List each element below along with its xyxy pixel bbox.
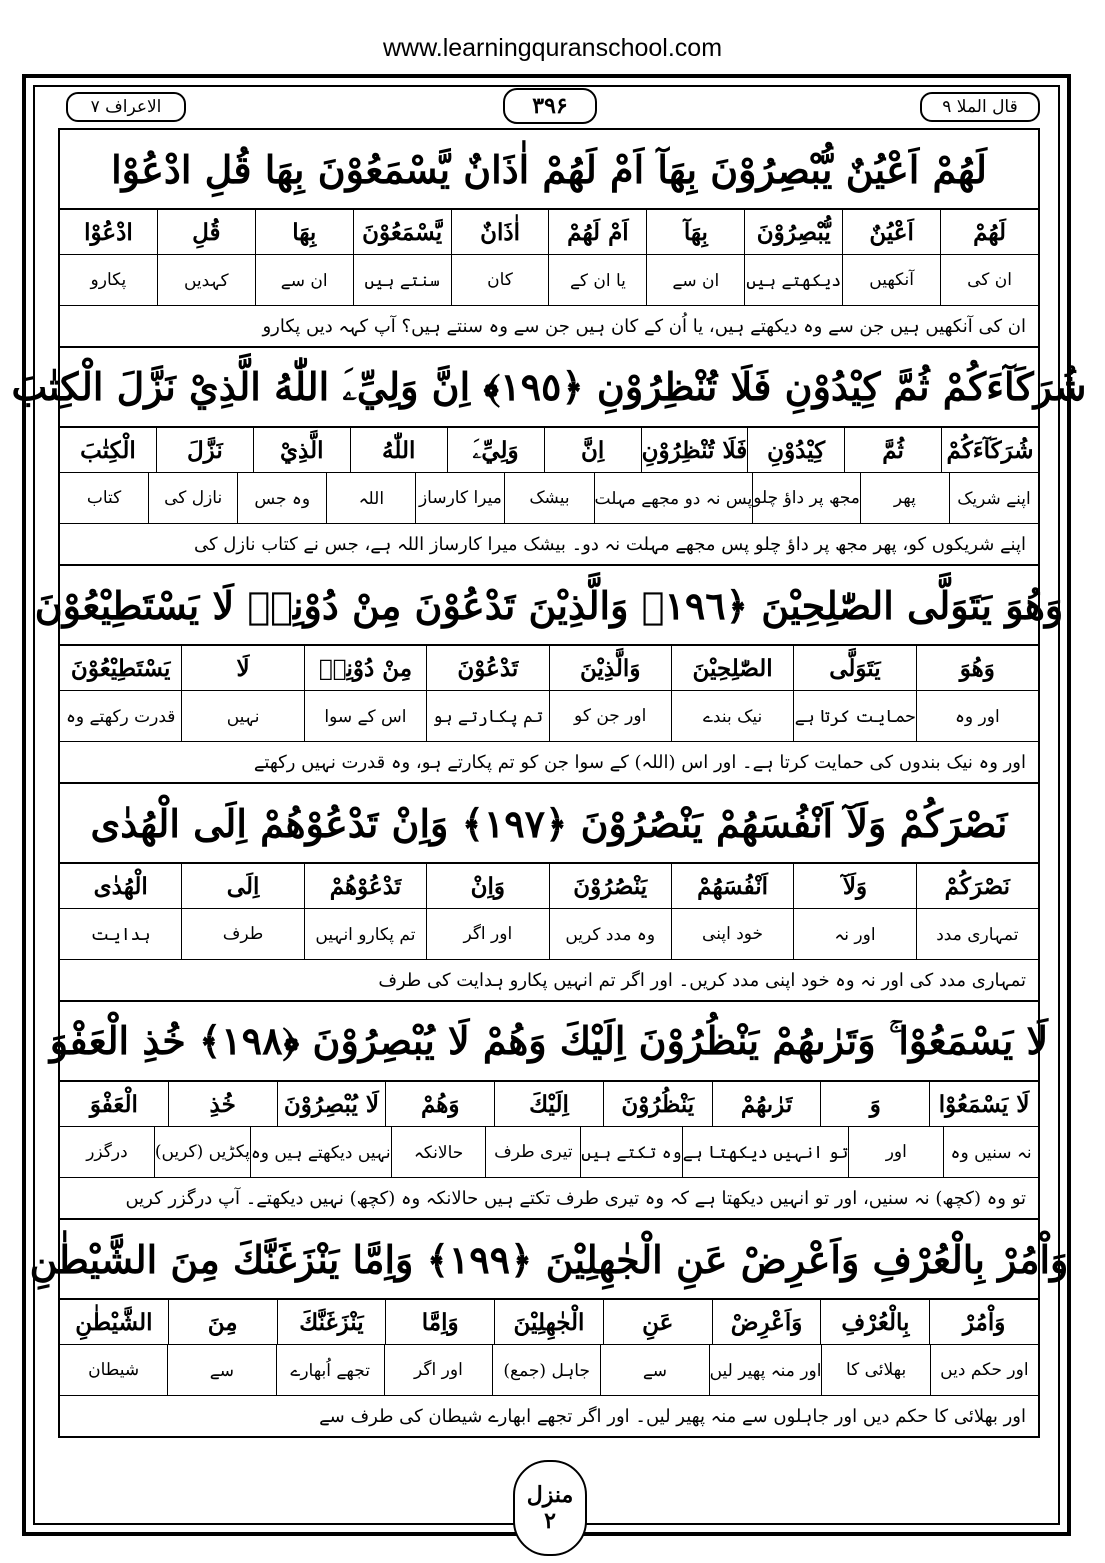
urdu-meaning: نازل کی bbox=[148, 473, 237, 523]
urdu-meaning: حالانکہ bbox=[391, 1127, 486, 1177]
arabic-word: يَنْصُرُوْنَ bbox=[549, 864, 671, 908]
arabic-word: اِنَّ bbox=[544, 428, 641, 472]
urdu-meaning: تیری طرف bbox=[485, 1127, 580, 1177]
arabic-word: اَعْيُنٌ bbox=[842, 210, 940, 254]
urdu-meaning: سنتے ہیں bbox=[353, 255, 451, 305]
urdu-meaning: شیطان bbox=[88, 1360, 140, 1380]
urdu-meaning: وہ تکتے ہیں bbox=[580, 1127, 681, 1177]
urdu-meaning: قدرت رکھتے وہ bbox=[65, 706, 176, 727]
urdu-meaning: وہ مدد کریں bbox=[549, 909, 671, 959]
word-row bbox=[60, 864, 1038, 909]
arabic-word: يُّبْصِرُوْنَ bbox=[744, 210, 842, 254]
page-header bbox=[58, 88, 1040, 124]
urdu-meaning: نہیں دیکھتے ہیں وہ bbox=[250, 1127, 391, 1177]
arabic-word: ثُمَّ bbox=[844, 428, 941, 472]
urdu-translation: تو وہ (کچھ) نہ سنیں، اور تو انہیں دیکھتا ہے کہ وہ تیری طرف تکتے ہیں حالانکہ وہ (کچھ) نہیں دیکھتے۔ آپ درگزر کریں bbox=[60, 1178, 1038, 1220]
arabic-word: يَنْزَغَنَّكَ bbox=[277, 1300, 386, 1344]
arabic-word: الصّٰلِحِيْنَ bbox=[671, 646, 793, 690]
arabic-word: لَا يَسْمَعُوْا bbox=[929, 1082, 1038, 1126]
urdu-meaning: تم پکارو انہیں bbox=[304, 909, 426, 959]
surah-label: الاعراف ۷ bbox=[66, 92, 186, 122]
urdu-meaning: تمہاری مدد bbox=[916, 909, 1038, 959]
arabic-word: مِنْ دُوْنِهٖ bbox=[304, 646, 426, 690]
arabic-verse: وَهُوَ يَتَوَلَّى الصّٰلِحِيْنَ ﴿١٩٦﴾ وَالَّذِيْنَ تَدْعُوْنَ مِنْ دُوْنِهٖ لَا يَسْتَطِيْعُوْنَ bbox=[60, 566, 1038, 646]
urdu-meaning: دیکھتے ہیں bbox=[744, 255, 842, 305]
arabic-word: اِلَيْكَ bbox=[494, 1082, 603, 1126]
urdu-meaning: اور نہ bbox=[793, 909, 915, 959]
arabic-word: نَصْرَكُمْ bbox=[916, 864, 1038, 908]
meaning-row bbox=[60, 1345, 1038, 1396]
arabic-word: وَهُوَ bbox=[916, 646, 1038, 690]
urdu-meaning: خود اپنی bbox=[671, 909, 793, 959]
verse-block bbox=[49, 1002, 1049, 1220]
arabic-word: مِنَ bbox=[168, 1300, 277, 1344]
arabic-word: لَهُمْ bbox=[940, 210, 1038, 254]
arabic-verse: لَا يَسْمَعُوْا ۚ وَتَرٰىهُمْ يَنْظُرُوْنَ اِلَيْكَ وَهُمْ لَا يُبْصِرُوْنَ ﴿١٩٨﴾ خُذِ الْعَفْوَ bbox=[60, 1002, 1038, 1082]
arabic-word: نَزَّلَ bbox=[156, 428, 253, 472]
urdu-meaning: سے bbox=[167, 1345, 275, 1395]
urdu-meaning: اپنے شریک bbox=[949, 473, 1038, 523]
arabic-word: وَلِيِّۦَ bbox=[447, 428, 544, 472]
arabic-word: وَاِمَّا bbox=[385, 1300, 494, 1344]
quran-content bbox=[11, 128, 1087, 1438]
arabic-word: يَنْظُرُوْنَ bbox=[603, 1082, 712, 1126]
arabic-word: وَهُمْ bbox=[385, 1082, 494, 1126]
arabic-word: لَا يُبْصِرُوْنَ bbox=[277, 1082, 386, 1126]
urdu-translation: اور وہ نیک بندوں کی حمایت کرتا ہے۔ اور اس (اللہ) کے سوا جن کو تم پکارتے ہو، وہ قدرت نہیں رکھتے bbox=[60, 742, 1038, 784]
urdu-meaning: کہدیں bbox=[157, 255, 255, 305]
arabic-verse: نَصْرَكُمْ وَلَآ اَنْفُسَهُمْ يَنْصُرُوْنَ ﴿١٩٧﴾ وَاِنْ تَدْعُوْهُمْ اِلَى الْهُدٰى bbox=[60, 784, 1038, 864]
urdu-meaning: اللہ bbox=[326, 473, 415, 523]
urdu-meaning: پھر bbox=[860, 473, 949, 523]
arabic-word: ادْعُوْا bbox=[84, 218, 133, 246]
manzil-number: ۲ bbox=[544, 1508, 556, 1534]
urdu-meaning: نیک بندے bbox=[671, 691, 793, 741]
urdu-meaning: تو انہیں دیکھتا ہے bbox=[682, 1127, 849, 1177]
arabic-word: تَدْعُوْهُمْ bbox=[304, 864, 426, 908]
word-row bbox=[60, 210, 1038, 255]
arabic-word: يَّسْمَعُوْنَ bbox=[353, 210, 451, 254]
arabic-word: شُرَكَآءَكُمْ bbox=[941, 428, 1038, 472]
arabic-word: عَنِ bbox=[603, 1300, 712, 1344]
urdu-meaning: میرا کارساز bbox=[415, 473, 504, 523]
arabic-word: اَمْ لَهُمْ bbox=[548, 210, 646, 254]
word-row bbox=[60, 646, 1038, 691]
urdu-meaning: بھلائی کا bbox=[821, 1345, 929, 1395]
arabic-word: وَاْمُرْ bbox=[929, 1300, 1038, 1344]
arabic-word: بِهَآ bbox=[646, 210, 744, 254]
arabic-word: الشَّيْطٰنِ bbox=[75, 1308, 153, 1336]
urdu-meaning: پس نہ دو مجھے مہلت bbox=[594, 473, 753, 523]
urdu-meaning: مجھ پر داؤ چلو bbox=[752, 473, 860, 523]
arabic-word: الَّذِيْ bbox=[253, 428, 350, 472]
arabic-word: فَلَا تُنْظِرُوْنِ bbox=[641, 428, 748, 472]
urdu-meaning: اور وہ bbox=[916, 691, 1038, 741]
urdu-meaning: بیشک bbox=[504, 473, 593, 523]
arabic-word: وَاَعْرِضْ bbox=[712, 1300, 821, 1344]
page-number: ۳۹۶ bbox=[503, 88, 597, 124]
arabic-word: خُذِ bbox=[168, 1082, 277, 1126]
meaning-row bbox=[60, 473, 1038, 524]
urdu-meaning: نہیں bbox=[181, 691, 303, 741]
urdu-meaning: اور bbox=[848, 1127, 943, 1177]
urdu-meaning: ان سے bbox=[646, 255, 744, 305]
arabic-verse: لَهُمْ اَعْيُنٌ يُّبْصِرُوْنَ بِهَآ اَمْ لَهُمْ اٰذَانٌ يَّسْمَعُوْنَ بِهَا قُلِ ادْعُوْا bbox=[60, 130, 1038, 210]
arabic-word: الْكِتٰبَ bbox=[80, 436, 136, 464]
verse-block bbox=[60, 130, 1038, 348]
arabic-word: اٰذَانٌ bbox=[451, 210, 549, 254]
urdu-meaning: ہدایت bbox=[90, 924, 151, 945]
arabic-word: تَدْعُوْنَ bbox=[426, 646, 548, 690]
urdu-meaning: اور حکم دیں bbox=[930, 1345, 1038, 1395]
arabic-word: اَنْفُسَهُمْ bbox=[671, 864, 793, 908]
arabic-verse: وَاْمُرْ بِالْعُرْفِ وَاَعْرِضْ عَنِ الْجٰهِلِيْنَ ﴿١٩٩﴾ وَاِمَّا يَنْزَغَنَّكَ مِنَ الشَّيْطٰنِ bbox=[60, 1220, 1038, 1300]
arabic-word: يَتَوَلَّى bbox=[793, 646, 915, 690]
urdu-meaning: کان bbox=[451, 255, 549, 305]
urdu-meaning: پکڑیں (کریں) bbox=[154, 1127, 250, 1177]
arabic-word: وَالَّذِيْنَ bbox=[549, 646, 671, 690]
urdu-meaning: ان کی bbox=[940, 255, 1038, 305]
arabic-word: بِالْعُرْفِ bbox=[820, 1300, 929, 1344]
arabic-verse: شُرَكَآءَكُمْ ثُمَّ كِيْدُوْنِ فَلَا تُنْظِرُوْنِ ﴿١٩٥﴾ اِنَّ وَلِيِّۦَ اللّٰهُ الَّذِيْ نَزَّلَ الْكِتٰبَ bbox=[60, 348, 1038, 428]
urdu-meaning: تجھے اُبھارے bbox=[276, 1345, 384, 1395]
meaning-row bbox=[60, 255, 1038, 306]
urdu-meaning: یا ان کے bbox=[548, 255, 646, 305]
meaning-row bbox=[60, 909, 1038, 960]
arabic-word: اِلَى bbox=[181, 864, 303, 908]
urdu-meaning: کتاب bbox=[86, 488, 122, 508]
verse-block bbox=[60, 784, 1038, 1002]
urdu-meaning: آنکھیں bbox=[842, 255, 940, 305]
word-row bbox=[60, 428, 1038, 473]
meaning-row bbox=[60, 1127, 1038, 1178]
juz-label: قال الملا ۹ bbox=[920, 92, 1040, 122]
arabic-word: وَلَآ bbox=[793, 864, 915, 908]
manzil-seal bbox=[513, 1460, 587, 1556]
urdu-translation: ان کی آنکھیں ہیں جن سے وہ دیکھتے ہیں، یا اُن کے کان ہیں جن سے وہ سنتے ہیں؟ آپ کہہ دیں پکارو bbox=[60, 306, 1038, 348]
urdu-meaning: حمایت کرتا ہے bbox=[793, 691, 915, 741]
arabic-word: الْجٰهِلِيْنَ bbox=[494, 1300, 603, 1344]
verse-block bbox=[29, 1220, 1069, 1436]
urdu-meaning: اور منہ پھیر لیں bbox=[709, 1345, 822, 1395]
urdu-meaning: سے bbox=[600, 1345, 708, 1395]
urdu-meaning: اور جن کو bbox=[549, 691, 671, 741]
word-row bbox=[60, 1300, 1038, 1345]
arabic-word: كِيْدُوْنِ bbox=[747, 428, 844, 472]
arabic-word: وَ bbox=[820, 1082, 929, 1126]
urdu-meaning: اور اگر bbox=[426, 909, 548, 959]
urdu-meaning: وہ جس bbox=[237, 473, 326, 523]
arabic-word: يَسْتَطِيْعُوْنَ bbox=[70, 654, 171, 682]
urdu-meaning: تم پکارتے ہو bbox=[426, 691, 548, 741]
verse-block bbox=[11, 348, 1087, 566]
urdu-translation: اپنے شریکوں کو، پھر مجھ پر داؤ چلو پس مجھے مہلت نہ دو۔ بیشک میرا کارساز اللہ ہے، جس نے کتاب نازل کی bbox=[60, 524, 1038, 566]
arabic-word: قُلِ bbox=[157, 210, 255, 254]
site-url: www.learningquranschool.com bbox=[382, 34, 723, 62]
urdu-meaning: طرف bbox=[181, 909, 303, 959]
urdu-meaning: نہ سنیں وہ bbox=[943, 1127, 1038, 1177]
urdu-translation: تمہاری مدد کی اور نہ وہ خود اپنی مدد کریں۔ اور اگر تم انہیں پکارو ہدایت کی طرف bbox=[60, 960, 1038, 1002]
arabic-word: تَرٰىهُمْ bbox=[712, 1082, 821, 1126]
verse-block bbox=[34, 566, 1064, 784]
arabic-word: وَاِنْ bbox=[426, 864, 548, 908]
urdu-meaning: پکارو bbox=[90, 270, 127, 290]
urdu-meaning: اور اگر bbox=[384, 1345, 492, 1395]
arabic-word: اللّٰهُ bbox=[350, 428, 447, 472]
urdu-translation: اور بھلائی کا حکم دیں اور جاہلوں سے منہ پھیر لیں۔ اور اگر تجھے ابھارے شیطان کی طرف سے bbox=[319, 1405, 1026, 1427]
arabic-word: الْهُدٰى bbox=[93, 872, 148, 900]
word-row bbox=[60, 1082, 1038, 1127]
urdu-meaning: درگزر bbox=[86, 1142, 128, 1162]
arabic-word: الْعَفْوَ bbox=[89, 1090, 138, 1118]
arabic-word: بِهَا bbox=[255, 210, 353, 254]
urdu-meaning: جاہل (جمع) bbox=[492, 1345, 600, 1395]
urdu-meaning: اس کے سوا bbox=[304, 691, 426, 741]
manzil-label: منزل bbox=[526, 1482, 574, 1508]
arabic-word: لَا bbox=[181, 646, 303, 690]
urdu-meaning: ان سے bbox=[255, 255, 353, 305]
meaning-row bbox=[60, 691, 1038, 742]
